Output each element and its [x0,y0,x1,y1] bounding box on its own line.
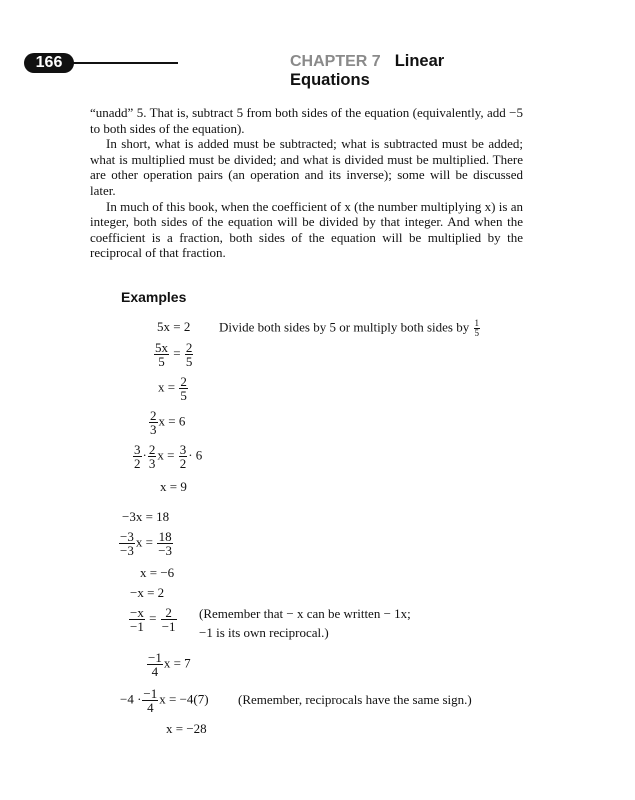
equation: −x = 2 [130,585,165,600]
fraction: $\frac{1}{5}$ [474,318,479,338]
equation: $\frac{-1}{4}$ x = 7 [148,650,191,679]
equation: x = $\frac{2}{5}$ [158,374,187,403]
equation: x = 9 [160,479,187,494]
fraction: $\frac{-3}{-3}$ [120,529,134,558]
equation: $\frac{2}{3}$ x = 6 [150,408,186,437]
fraction: $\frac{-1}{4}$ [143,686,158,715]
chapter-label: CHAPTER 7 [290,53,381,70]
equation: $\frac{5x}{5}$ = $\frac{2}{5}$ [155,340,193,369]
paragraph: “unadd” 5. That is, subtract 5 from both sides of the equation (equivalently, add −5 to both sides of the equation). [90,105,523,136]
annotation: −1 is its own reciprocal.) [199,625,329,640]
annotation [219,319,481,338]
annotation-text: Divide both sides by 5 or multiply both sides by [219,319,470,335]
fraction: $\frac{2}{3}$ [150,408,157,437]
equation: x = −28 [166,721,207,736]
fraction: $\frac{2}{5}$ [180,374,187,403]
header-rule [70,62,178,64]
fraction: $\frac{3}{2}$ [134,442,141,471]
paragraph: In much of this book, when the coefficient of x (the number multiplying x) is an integer, both sides of the equation will be divided by that integer. And when the coefficient is a fraction, both sides of the equation will be multiplied by the reciprocal of that fraction. [90,198,523,261]
equation: x = −6 [140,565,175,580]
fraction: $\frac{18}{-3}$ [158,529,173,558]
equation: 5x = 2 [157,319,191,334]
annotation: (Remember, reciprocals have the same sign.) [238,692,472,707]
equation: $\frac{3}{2}$ · $\frac{2}{3}$ x = $\frac{3}{2}$ · 6 [134,442,203,471]
fraction: $\frac{5x}{5}$ [155,340,168,369]
paragraph: In short, what is added must be subtracted; what is subtracted must be added; what is multiplied must be divided; and what is divided must be multiplied. There are other operation pairs (an operation and its inverse); some will be discussed later. [90,136,523,198]
equation: $\frac{-x}{-1}$ = $\frac{2}{-1}$ [130,605,176,634]
fraction: $\frac{2}{3}$ [148,442,156,471]
fraction: $\frac{2}{5}$ [185,340,193,369]
fraction: $\frac{-1}{4}$ [148,650,162,679]
page-number: 166 [24,53,74,73]
annotation: (Remember that − x can be written − 1x; [199,606,411,621]
equation: −4 · $\frac{-1}{4}$ x = −4(7) [120,686,209,715]
page-header [0,0,635,89]
equation: $\frac{-3}{-3}$ x = $\frac{18}{-3}$ [120,529,173,558]
running-head [290,52,526,89]
body-text [90,105,523,261]
fraction: $\frac{2}{-1}$ [161,605,176,634]
equation: −3x = 18 [122,509,170,524]
fraction: $\frac{3}{2}$ [179,442,187,471]
fraction: $\frac{-x}{-1}$ [130,605,144,634]
examples-heading: Examples [121,289,187,305]
chapter-title: Linear Equations [290,52,445,89]
